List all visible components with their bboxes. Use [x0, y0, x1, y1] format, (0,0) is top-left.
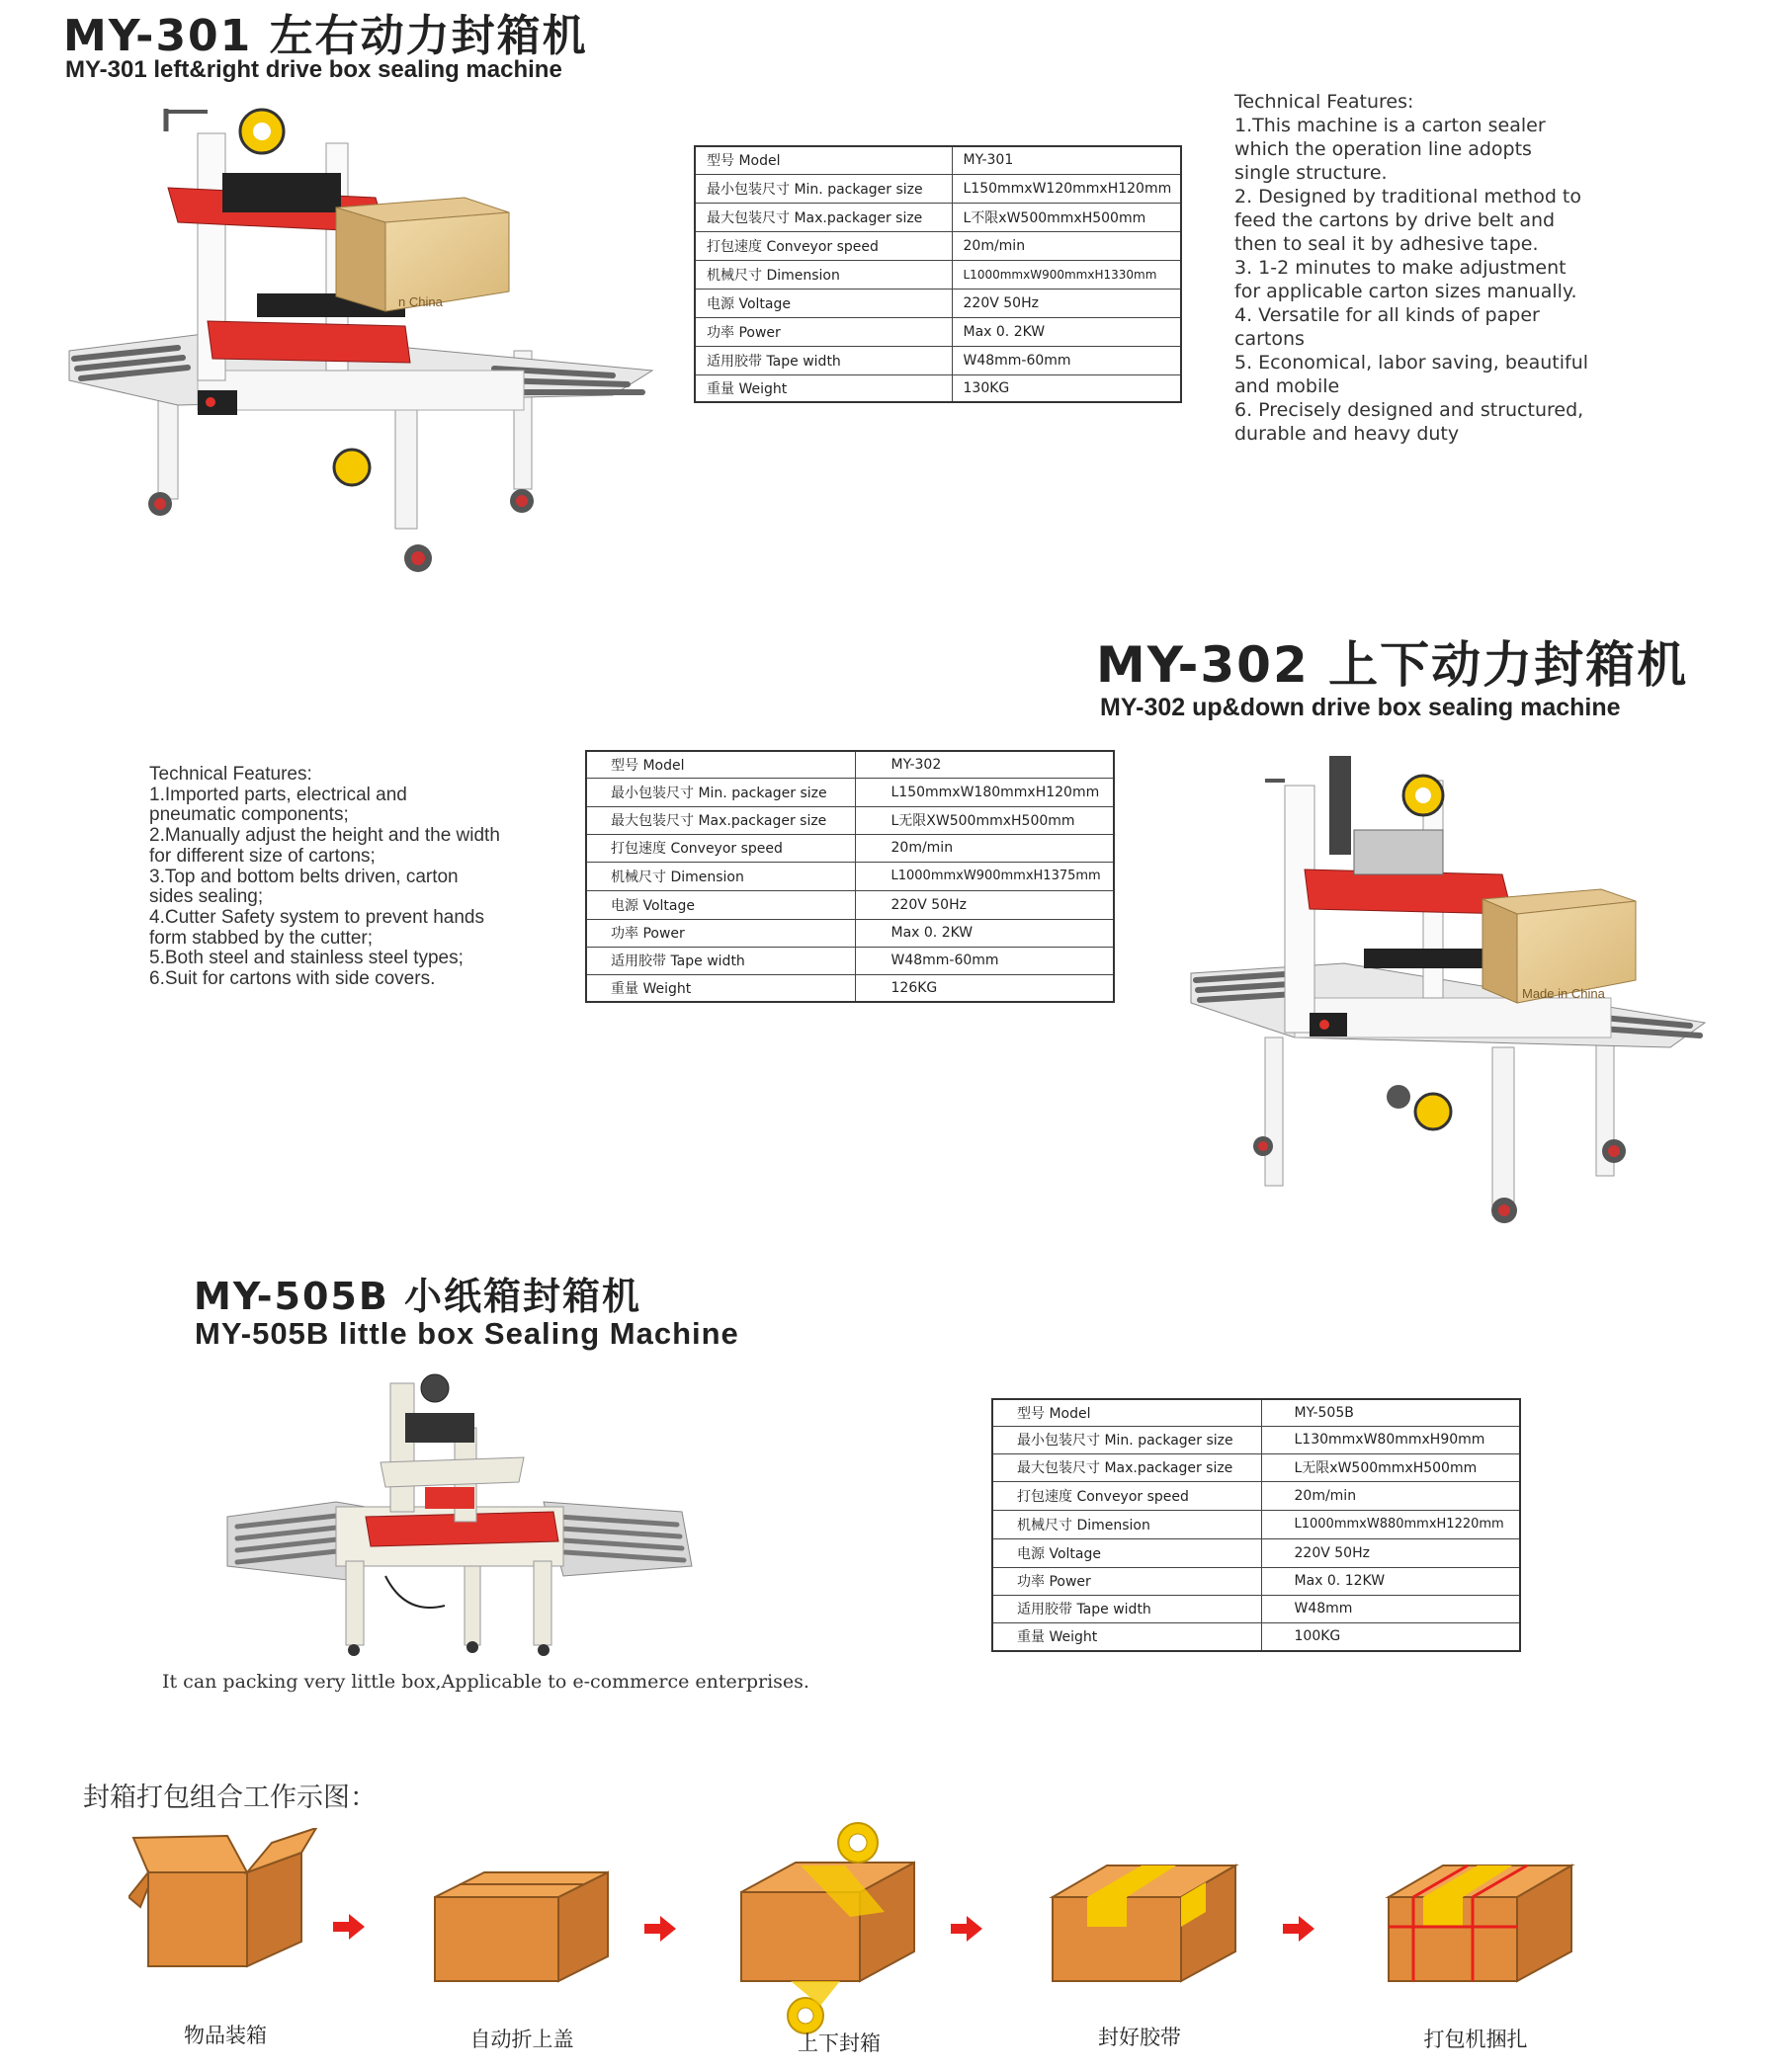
- feature-line: Technical Features:: [1234, 91, 1414, 113]
- spec-label: 适用胶带 Tape width: [992, 1595, 1261, 1622]
- table-row: [586, 890, 1114, 919]
- spec-label: 重量 Weight: [992, 1622, 1261, 1651]
- table-row: [992, 1481, 1520, 1510]
- step-label-2: 自动折上盖: [469, 2028, 574, 2051]
- spec-value: L150mmxW180mmxH120mm: [855, 778, 1114, 806]
- carton-folded-icon: [430, 1863, 618, 1986]
- spec-value: W48mm-60mm: [952, 346, 1181, 374]
- feature-line: 5. Economical, labor saving, beautiful: [1234, 352, 1589, 373]
- spec-label: 电源 Voltage: [992, 1538, 1261, 1567]
- spec-value: 220V 50Hz: [855, 890, 1114, 919]
- spec-label: 型号 Model: [586, 751, 855, 778]
- my302-machine-image: [1186, 751, 1710, 1245]
- feature-line: for applicable carton sizes manually.: [1234, 281, 1577, 302]
- table-row: [992, 1399, 1520, 1426]
- carton-sealing-icon: [731, 1818, 929, 2055]
- spec-value: MY-301: [952, 146, 1181, 174]
- spec-value: 220V 50Hz: [1261, 1538, 1520, 1567]
- feature-line: 3.Top and bottom belts driven, carton: [149, 866, 459, 887]
- table-row: [992, 1453, 1520, 1481]
- spec-label: 型号 Model: [695, 146, 952, 174]
- spec-value: W48mm: [1261, 1595, 1520, 1622]
- spec-value: 126KG: [855, 974, 1114, 1002]
- my302-features: [149, 765, 500, 990]
- feature-line: single structure.: [1234, 162, 1388, 184]
- my302-title-en: MY-302 up&down drive box sealing machine: [1100, 694, 1621, 721]
- spec-label: 型号 Model: [992, 1399, 1261, 1426]
- arrow-right-icon: [949, 1914, 984, 1944]
- spec-value: 100KG: [1261, 1622, 1520, 1651]
- spec-value: 130KG: [952, 374, 1181, 402]
- feature-line: 6. Precisely designed and structured,: [1234, 399, 1584, 421]
- table-row: [992, 1567, 1520, 1595]
- feature-line: 4.Cutter Safety system to prevent hands: [149, 906, 485, 928]
- spec-label: 重量 Weight: [695, 374, 952, 402]
- spec-label: 适用胶带 Tape width: [695, 346, 952, 374]
- spec-value: 20m/min: [952, 231, 1181, 260]
- spec-label: 功率 Power: [695, 317, 952, 346]
- table-row: [695, 231, 1181, 260]
- spec-label: 适用胶带 Tape width: [586, 947, 855, 974]
- arrow-right-icon: [642, 1914, 678, 1944]
- my505b-title-en: MY-505B little box Sealing Machine: [195, 1316, 739, 1351]
- my505b-spec-table: [991, 1398, 1521, 1652]
- table-row: [695, 374, 1181, 402]
- spec-label: 打包速度 Conveyor speed: [695, 231, 952, 260]
- table-row: [695, 346, 1181, 374]
- feature-line: 6.Suit for cartons with side covers.: [149, 968, 436, 990]
- spec-value: L1000mmxW900mmxH1330mm: [952, 260, 1181, 289]
- feature-line: and mobile: [1234, 375, 1340, 397]
- feature-line: sides sealing;: [149, 886, 264, 908]
- my505b-title-zh: MY-505B 小纸箱封箱机: [194, 1275, 642, 1318]
- my505b-caption: It can packing very little box,Applicable to e-commerce enterprises.: [162, 1671, 809, 1693]
- feature-line: cartons: [1234, 328, 1305, 350]
- table-row: [695, 289, 1181, 317]
- carton-strapped-icon: [1384, 1858, 1581, 1986]
- my301-machine-image: [59, 104, 662, 578]
- feature-line: 1.This machine is a carton sealer: [1234, 115, 1546, 136]
- spec-label: 最小包装尺寸 Min. packager size: [695, 174, 952, 203]
- spec-label: 最小包装尺寸 Min. packager size: [586, 778, 855, 806]
- table-row: [695, 317, 1181, 346]
- spec-label: 最大包装尺寸 Max.packager size: [695, 203, 952, 231]
- table-row: [586, 947, 1114, 974]
- arrow-right-icon: [331, 1912, 367, 1942]
- spec-label: 打包速度 Conveyor speed: [586, 834, 855, 862]
- spec-value: L1000mmxW900mmxH1375mm: [855, 862, 1114, 890]
- step-label-4: 封好胶带: [1098, 2026, 1181, 2049]
- spec-value: 220V 50Hz: [952, 289, 1181, 317]
- spec-label: 电源 Voltage: [586, 890, 855, 919]
- spec-value: MY-302: [855, 751, 1114, 778]
- spec-label: 电源 Voltage: [695, 289, 952, 317]
- spec-label: 最大包装尺寸 Max.packager size: [992, 1453, 1261, 1481]
- my301-title-zh: MY-301 左右动力封箱机: [63, 11, 588, 61]
- table-row: [586, 862, 1114, 890]
- table-row: [695, 174, 1181, 203]
- spec-value: Max 0. 2KW: [952, 317, 1181, 346]
- feature-line: pneumatic components;: [149, 804, 349, 826]
- arrow-right-icon: [1281, 1914, 1316, 1944]
- table-row: [992, 1595, 1520, 1622]
- table-row: [695, 260, 1181, 289]
- spec-label: 机械尺寸 Dimension: [695, 260, 952, 289]
- step-label-3: 上下封箱: [798, 2031, 881, 2055]
- my302-box-text: Made in China: [1522, 986, 1605, 1001]
- feature-line: 1.Imported parts, electrical and: [149, 784, 407, 805]
- step-label-5: 打包机捆扎: [1423, 2028, 1528, 2051]
- table-row: [586, 778, 1114, 806]
- table-row: [992, 1426, 1520, 1453]
- carton-open-icon: [128, 1828, 326, 1976]
- table-row: [586, 806, 1114, 834]
- feature-line: 2. Designed by traditional method to: [1234, 186, 1581, 207]
- table-row: [586, 751, 1114, 778]
- spec-value: 20m/min: [1261, 1481, 1520, 1510]
- my301-features: [1234, 90, 1588, 446]
- feature-line: which the operation line adopts: [1234, 138, 1532, 160]
- spec-label: 重量 Weight: [586, 974, 855, 1002]
- spec-label: 功率 Power: [586, 919, 855, 947]
- feature-line: durable and heavy duty: [1234, 423, 1460, 445]
- feature-line: 3. 1-2 minutes to make adjustment: [1234, 257, 1567, 279]
- feature-line: 4. Versatile for all kinds of paper: [1234, 304, 1540, 326]
- spec-label: 打包速度 Conveyor speed: [992, 1481, 1261, 1510]
- spec-label: 最小包装尺寸 Min. packager size: [992, 1426, 1261, 1453]
- table-row: [586, 834, 1114, 862]
- table-row: [992, 1622, 1520, 1651]
- table-row: [586, 974, 1114, 1002]
- feature-line: 2.Manually adjust the height and the width: [149, 825, 500, 847]
- my302-title-zh: MY-302 上下动力封箱机: [1096, 636, 1689, 694]
- spec-value: L无限XW500mmxH500mm: [855, 806, 1114, 834]
- spec-label: 功率 Power: [992, 1567, 1261, 1595]
- step-label-1: 物品装箱: [184, 2024, 267, 2047]
- spec-value: Max 0. 12KW: [1261, 1567, 1520, 1595]
- my302-spec-table: [585, 750, 1115, 1003]
- spec-label: 最大包装尺寸 Max.packager size: [586, 806, 855, 834]
- table-row: [992, 1510, 1520, 1538]
- carton-taped-icon: [1048, 1858, 1245, 1986]
- spec-value: 20m/min: [855, 834, 1114, 862]
- my505b-machine-image: [217, 1368, 702, 1665]
- spec-value: L无限xW500mmxH500mm: [1261, 1453, 1520, 1481]
- spec-value: L1000mmxW880mmxH1220mm: [1261, 1510, 1520, 1538]
- my301-box-text: n China: [398, 294, 443, 309]
- workflow-title: 封箱打包组合工作示图：: [83, 1782, 377, 1813]
- feature-line: Technical Features:: [149, 764, 312, 785]
- spec-label: 机械尺寸 Dimension: [992, 1510, 1261, 1538]
- feature-line: feed the cartons by drive belt and: [1234, 209, 1556, 231]
- spec-value: W48mm-60mm: [855, 947, 1114, 974]
- spec-value: L130mmxW80mmxH90mm: [1261, 1426, 1520, 1453]
- feature-line: 5.Both steel and stainless steel types;: [149, 948, 464, 969]
- spec-value: MY-505B: [1261, 1399, 1520, 1426]
- feature-line: form stabbed by the cutter;: [149, 927, 374, 949]
- table-row: [695, 146, 1181, 174]
- feature-line: for different size of cartons;: [149, 845, 376, 867]
- my301-title-en: MY-301 left&right drive box sealing machine: [65, 56, 562, 83]
- feature-line: then to seal it by adhesive tape.: [1234, 233, 1539, 255]
- spec-label: 机械尺寸 Dimension: [586, 862, 855, 890]
- spec-value: L150mmxW120mmxH120mm: [952, 174, 1181, 203]
- spec-value: L不限xW500mmxH500mm: [952, 203, 1181, 231]
- table-row: [992, 1538, 1520, 1567]
- table-row: [695, 203, 1181, 231]
- table-row: [586, 919, 1114, 947]
- my301-spec-table: [694, 145, 1182, 403]
- spec-value: Max 0. 2KW: [855, 919, 1114, 947]
